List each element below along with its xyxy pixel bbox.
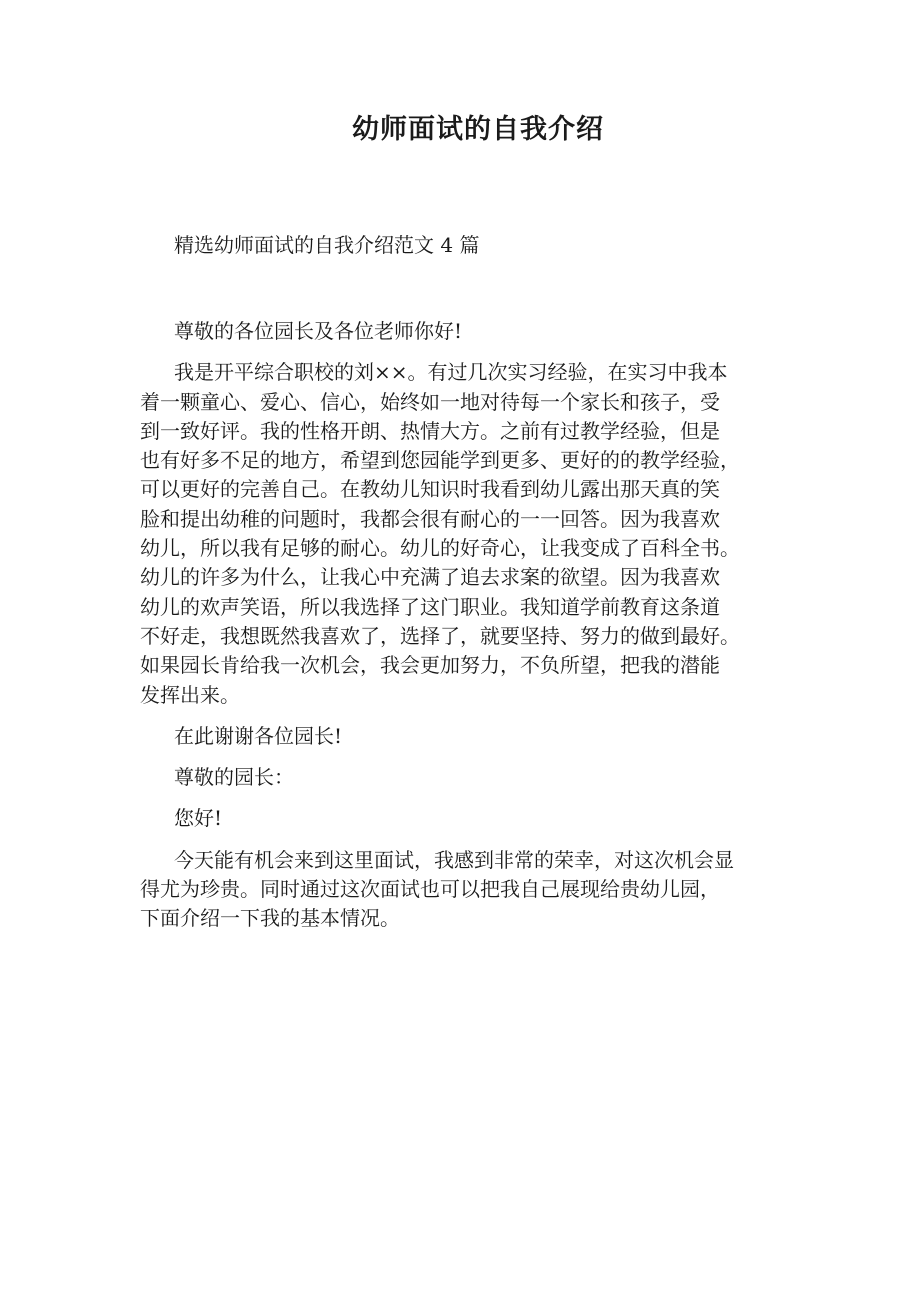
- text-line: 幼儿的欢声笑语，所以我选择了这门职业。我知道学前教育这条道: [140, 594, 720, 619]
- text-line: 您好!: [174, 806, 223, 831]
- text-line: 下面介绍一下我的基本情况。: [140, 906, 400, 931]
- paragraph-thanks: [140, 722, 800, 751]
- text-line: 幼儿，所以我有足够的耐心。幼儿的好奇心，让我变成了百科全书。: [140, 536, 740, 561]
- text-line: 在此谢谢各位园长!: [174, 723, 343, 748]
- paragraph-opening: [140, 846, 800, 934]
- text-line: 着一颗童心、爱心、信心，始终如一地对待每一个家长和孩子，受: [140, 389, 720, 414]
- document-body: [140, 317, 800, 946]
- text-line: 尊敬的园长：: [174, 765, 294, 790]
- text-line: 脸和提出幼稚的问题时，我都会很有耐心的一一回答。因为我喜欢: [140, 506, 720, 531]
- document-title: 幼师面试的自我介绍: [352, 114, 604, 145]
- text-line: 我是开平综合职校的刘××。有过几次实习经验，在实习中我本: [174, 360, 728, 385]
- text-line: 幼儿的许多为什么，让我心中充满了追去求案的欲望。因为我喜欢: [140, 565, 720, 590]
- paragraph-self-intro: [140, 358, 800, 710]
- text-line: 不好走，我想既然我喜欢了，选择了，就要坚持、努力的做到最好。: [140, 623, 740, 648]
- paragraph-salutation: [140, 763, 800, 792]
- text-line: 可以更好的完善自己。在教幼儿知识时我看到幼儿露出那天真的笑: [140, 477, 720, 502]
- text-line: 尊敬的各位园长及各位老师你好!: [174, 319, 463, 343]
- text-line: 得尤为珍贵。同时通过这次面试也可以把我自己展现给贵幼儿园，: [140, 877, 720, 902]
- text-line: 如果园长肯给我一次机会，我会更加努力，不负所望，把我的潜能: [140, 653, 720, 678]
- text-line: 今天能有机会来到这里面试，我感到非常的荣幸，对这次机会显: [174, 847, 734, 872]
- paragraph-hello: [140, 804, 800, 833]
- text-line: 发挥出来。: [140, 682, 240, 707]
- document-subtitle: 精选幼师面试的自我介绍范文 4 篇: [174, 233, 480, 257]
- text-line: 到一致好评。我的性格开朗、热情大方。之前有过教学经验，但是: [140, 418, 720, 443]
- paragraph-greeting: [140, 317, 800, 346]
- text-line: 也有好多不足的地方，希望到您园能学到更多、更好的的教学经验，: [140, 448, 740, 473]
